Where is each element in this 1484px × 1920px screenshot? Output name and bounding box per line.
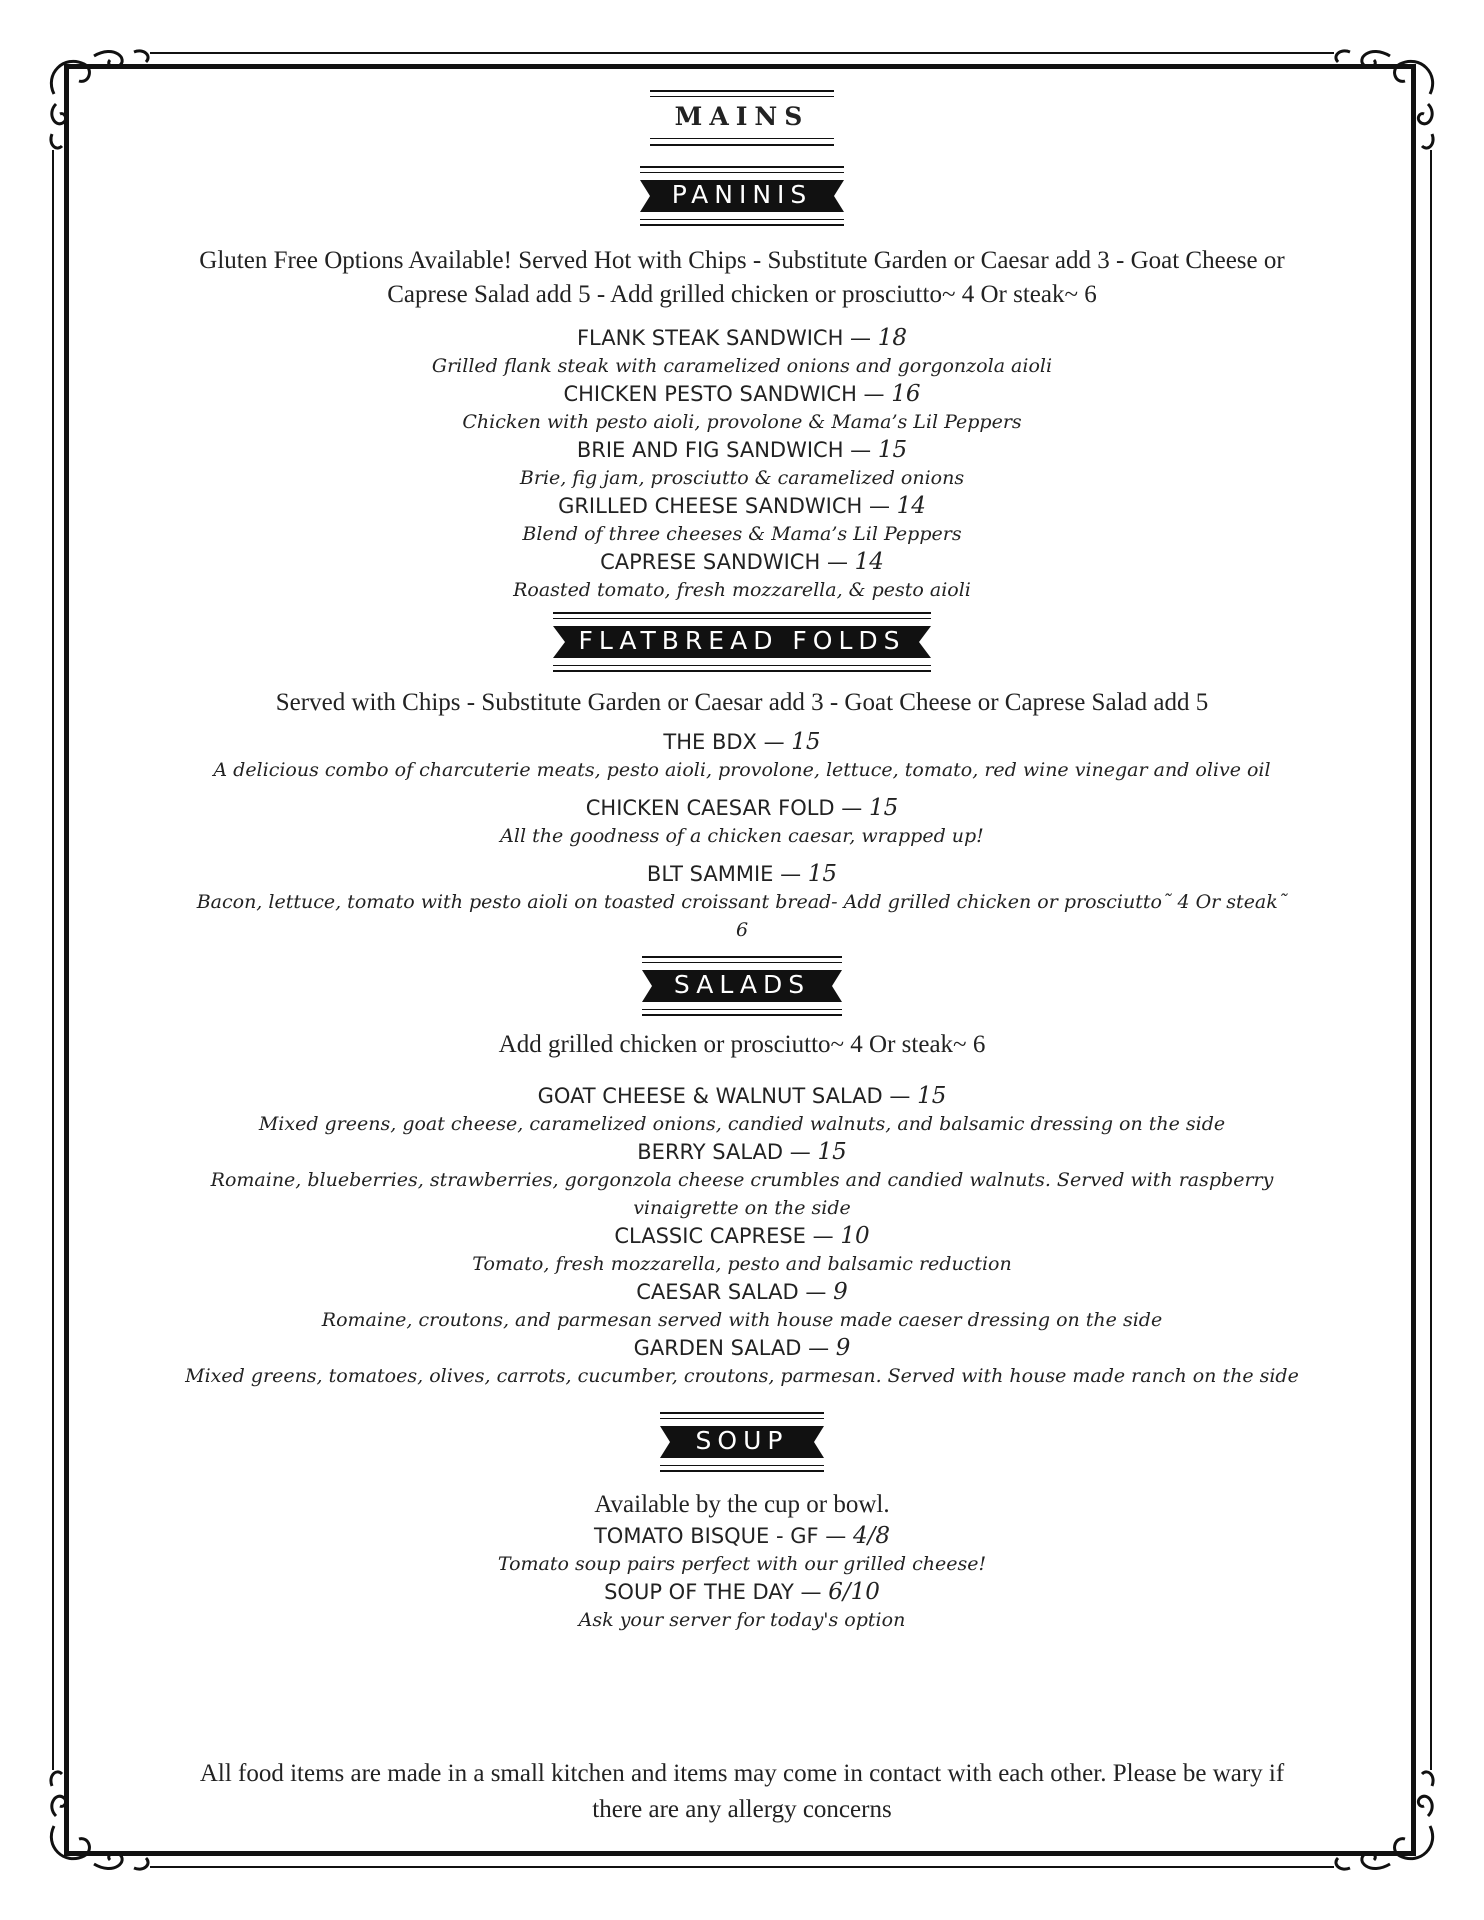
section-banner-soup [660,1412,824,1472]
menu-item [180,436,1304,492]
menu-item [180,1138,1304,1222]
item-description: Romaine, croutons, and parmesan served with house made caeser dressing on the side [321,1309,1163,1331]
menu-item [180,1278,1304,1334]
item-name: CAESAR SALAD — [636,1280,827,1304]
item-name: TOMATO BISQUE - GF — [593,1524,847,1548]
outer-rule-right [1430,150,1432,1770]
item-price: 15 [817,1139,847,1165]
item-description: Tomato, fresh mozzarella, pesto and balsamic reduction [472,1253,1012,1275]
item-description: Tomato soup pairs perfect with our grilled cheese! [497,1553,987,1575]
menu-list-flatbread [180,728,1304,944]
item-description: Roasted tomato, fresh mozzarella, & pesto aioli [513,579,971,601]
menu-item [180,860,1304,944]
item-description: Chicken with pesto aioli, provolone & Mama’s Lil Peppers [462,411,1022,433]
section-banner-paninis [640,166,844,226]
menu-item [180,380,1304,436]
item-name: CLASSIC CAPRESE — [614,1224,834,1248]
item-price: 15 [791,729,821,755]
menu-content [180,90,1304,1634]
menu-item [180,1334,1304,1390]
section-title-flatbread: FLATBREAD FOLDS [578,626,906,655]
menu-item [180,1082,1304,1138]
section-intro-paninis: Gluten Free Options Available! Served Hot with Chips - Substitute Garden or Caesar add 3 - Goat Cheese or Caprese Salad add 5 - Add grilled chicken or prosciutto~ 4 Or steak~ 6 [199,247,1285,308]
outer-rule-bottom [150,1866,1334,1868]
section-intro-flatbread: Served with Chips - Substitute Garden or Caesar add 3 - Goat Cheese or Caprese Salad add 5 [275,689,1209,716]
item-price: 14 [854,549,884,575]
item-price: 9 [833,1279,848,1305]
menu-item [180,1222,1304,1278]
section-intro-soup: Available by the cup or bowl. [594,1491,890,1518]
menu-item [180,794,1304,850]
item-description: A delicious combo of charcuterie meats, pesto aioli, provolone, lettuce, tomato, red wine vinegar and olive oil [213,759,1271,781]
item-name: GRILLED CHEESE SANDWICH — [558,494,890,518]
outer-rule-left [52,150,54,1770]
item-name: GARDEN SALAD — [633,1336,830,1360]
item-description: Mixed greens, tomatoes, olives, carrots, cucumber, croutons, parmesan. Served with house made ranch on the side [185,1365,1299,1387]
item-price: 15 [917,1083,947,1109]
item-name: BRIE AND FIG SANDWICH — [576,438,872,462]
item-name: GOAT CHEESE & WALNUT SALAD — [537,1084,911,1108]
item-description: All the goodness of a chicken caesar, wrapped up! [500,825,984,847]
item-name: CHICKEN PESTO SANDWICH — [563,382,885,406]
item-price: 10 [840,1223,870,1249]
menu-list-paninis [180,324,1304,604]
allergy-note: All food items are made in a small kitchen and items may come in contact with each other. Please be wary if there are any allergy concerns [199,1760,1285,1823]
item-name: CAPRESE SANDWICH — [600,550,848,574]
item-description: Bacon, lettuce, tomato with pesto aioli on toasted croissant bread- Add grilled chicken or prosciutto˜ 4 Or steak˜ 6 [196,891,1288,941]
mains-heading [650,90,834,146]
item-price: 14 [896,493,926,519]
item-name: SOUP OF THE DAY — [604,1580,822,1604]
corner-flourish-top-right-icon [1320,34,1450,164]
item-price: 15 [877,437,908,463]
item-price: 15 [807,861,838,887]
section-intro-salads: Add grilled chicken or prosciutto~ 4 Or steak~ 6 [498,1031,986,1058]
item-name: BLT SAMMIE — [646,862,802,886]
item-price: 15 [868,795,899,821]
item-description: Mixed greens, goat cheese, caramelized onions, candied walnuts, and balsamic dressing on the side [258,1113,1226,1135]
menu-item [180,728,1304,784]
item-description: Romaine, blueberries, strawberries, gorgonzola cheese crumbles and candied walnuts. Served with raspberry vinaigrette on the side [210,1169,1274,1219]
section-title-paninis: PANINIS [671,180,813,209]
menu-item [180,1522,1304,1578]
item-price: 16 [891,381,921,407]
item-description: Brie, fig jam, prosciutto & caramelized onions [519,467,965,489]
page-title: MAINS [674,102,810,131]
menu-list-salads [180,1082,1304,1390]
item-description: Ask your server for today's option [578,1609,906,1631]
corner-flourish-top-left-icon [34,34,164,164]
item-name: FLANK STEAK SANDWICH — [576,326,872,350]
corner-flourish-bottom-left-icon [34,1756,164,1886]
menu-item [180,492,1304,548]
menu-list-soup [180,1522,1304,1634]
section-banner-flatbread [553,612,931,672]
item-price: 9 [835,1335,851,1361]
outer-rule-top [150,52,1334,54]
section-banner-salads [642,956,842,1016]
item-description: Blend of three cheeses & Mama’s Lil Peppers [522,523,962,545]
section-title-salads: SALADS [673,970,811,999]
menu-item [180,1578,1304,1634]
corner-flourish-bottom-right-icon [1320,1756,1450,1886]
item-name: THE BDX — [663,730,785,754]
item-description: Grilled flank steak with caramelized onions and gorgonzola aioli [431,355,1053,377]
item-price: 18 [877,325,908,351]
item-price: 6/10 [828,1579,880,1605]
item-price: 4/8 [852,1523,890,1549]
menu-item [180,324,1304,380]
item-name: BERRY SALAD — [637,1140,811,1164]
item-name: CHICKEN CAESAR FOLD — [585,796,863,820]
section-title-soup: SOUP [695,1426,789,1455]
menu-item [180,548,1304,604]
